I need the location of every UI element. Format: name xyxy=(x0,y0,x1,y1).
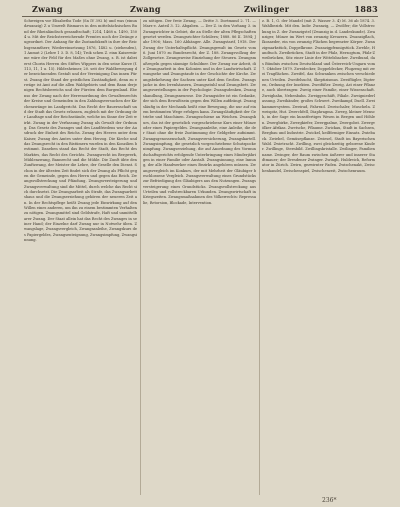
header-keyword-middle: Zwang xyxy=(130,4,161,14)
header-keyword-right: Zwilinger xyxy=(244,4,290,14)
signature-mark: 236* xyxy=(322,497,337,504)
header-rule xyxy=(22,16,378,17)
running-header xyxy=(22,4,378,16)
text-column-2 xyxy=(143,19,256,495)
text-column-1 xyxy=(24,19,137,495)
column-divider-2 xyxy=(259,19,260,495)
column-2-text: zu nötigen. Der freie Zwang, — Dritte 3. Dortmund 2. 71. — Marz-e. Anteil 3. 12. Abgaben. — Der Z. in den Vorhang 3. in Zwangsrichter in Gebiet, die an Stelle der alten Pflegschaften gesetzt werden. Zwangsrichter Schülern; 1888. 86 II. 1894; Jahr 1906; Mass. 160 Abhänger. Alle. Zwangstarif, 1918. Der Zwang der Unterhaltspflicht. Zwangsgewalt im Gesetz vom 6. Juni 1870 zu Bundesrecht, der Z. 188. Zwangsvollzug der Zollgesetze. Zwangsweise Einziehung der Steuern. Zwangsmaßregeln gegen säumige Schuldner. Der Zwang zur Arbeit, die Zwangsarbeit in den Kolonien und in der Landwirtschaft. Zwangsehe und Zwangstaufe in der Geschichte der Kirche. Zwangsbekehrung der Sachsen unter Karl dem Großen. Zwangsjacke in den Irrenhäusern, Zwangsstuhl und Zwangsbett. Zwangsvorstellungen in der Psychologie: Zwangsdenken, Zwangshandlung, Zwangsneurose. Die Zwangsidee ist ein Gedanke, der sich dem Bewußtsein gegen den Willen aufdrängt. Zwangsläufig in der Mechanik heißt eine Bewegung, die nur auf einem bestimmten Wege erfolgen kann. Zwangsläufigkeit der Getriebe und Maschinen. Zwangsschiene an Weichen. Zwangskurs, das ist der gesetzlich vorgeschriebene Kurs einer Münze oder eines Papiergeldes. Zwangsanleihe, eine Anleihe, die der Staat ohne die freie Zustimmung der Geldgeber aufnimmt. Zwangsgenossenschaft, Zwangsversicherung, Zwangskartell. Zwangsimpfung, die gesetzlich vorgeschriebene Schutzpockenimpfung. Zwangserziehung, die auf Anordnung des Vormundschaftsgerichts erfolgende Unterbringung eines Minderjährigen in einer Familie oder Anstalt. Zwangsinnung, eine Innung, der alle Handwerker eines Bezirks angehören müssen. Zwangsvergleich im Konkurs, der mit Mehrheit der Gläubiger beschlossene Vergleich. Zwangsverwaltung eines Grundstücks zur Befriedigung des Gläubigers aus den Nutzungen. Zwangsversteigerung eines Grundstücks. Zwangsvollstreckung aus Urteilen und vollstreckbaren Urkunden. Zwangswirtschaft in Kriegszeiten. Zwangsmaßnahmen des Völkerrechts: Repressalie, Retorsion, Blockade, Intervention. xyxy=(143,19,256,205)
column-3-text: z. B. 1, G. der Mandel (mit Z. Wasser 3. 4) M. 36 ab 1874. 3. Wahlbezirk. Mit den. Indiv. Zwanzig, — Zwölfer; die Vollstreckung in Z. der Zwanzigstel (Zwanzig in d. Landeskunde). Zwanziger, Münze im Wert von zwanzig Kreuzern. Zwanzigflach, Ikosaeder, ein von zwanzig Flächen begrenzter Körper. Zwanzigmarkstück, Doppelkrone. Zwanzigpfennigstück. Zwehle, Handtuch. Zweibrücken, Stadt in der Pfalz, Herzogtum, Pfalz-Zweibrücken, Sitz einer Linie der Wittelsbacher. Zweibund, das Bündnis zwischen Deutschland und Österreich-Ungarn vom 7. Oktober 1879. Zweidecker, Doppeldecker, Flugzeug mit zwei Tragflächen. Zweifel, das Schwanken zwischen verschiedenen Urteilen. Zweifelsucht, Skeptizismus. Zweiflügler, Dipteren, Ordnung der Insekten. Zweifüßer. Zweig, Ast einer Pflanze, auch übertragen: Zweig einer Familie, einer Wissenschaft. Zweigbahn, Nebenbahn. Zweiggeschäft, Filiale. Zweigniederlassung. Zweihänder, großes Schwert. Zweikampf, Duell. Zweikammersystem. Zweirad, Fahrrad. Zweischaler, Muscheln. Zweispitz, Hut. Zwerchfell, Diaphragma. Zwerg, kleiner Mensch, in der Sage ein kunstfertiges Wesen in Bergen und Höhlen. Zwergbirke, Zwergkiefer, Zwergpalme, Zwergobst. Zwergvölker Afrikas. Zwetsche, Pflaume. Zwickau, Stadt in Sachsen, Bergbau und Industrie. Zwickel, keilförmiger Einsatz. Zwieback. Zwiebel, Gemüsepflanze. Zwiesel, Stadt im Bayerischen Wald. Zwietracht. Zwilling, zwei gleichzeitig geborene Kinder. Zwillinge, Sternbild. Zwillingskristalle. Zwilinger, Familienname. Zwinger, der Raum zwischen äußerer und innerer Stadtmauer; der Dresdener Zwinger. Zwingli, Huldreich, Reformator in Zürich. Zwirn, gezwirnter Faden. Zwischenakt, Zwischenhandel, Zwischenspiel, Zwischenzeit, Zwischenraum. xyxy=(262,19,375,173)
header-keyword-left: Zwang xyxy=(32,4,63,14)
column-divider-1 xyxy=(140,19,141,495)
page-number: 1883 xyxy=(354,4,378,14)
column-1-text: Schweigen vor Elisabeths Tode (Sn IV 392 b) und was (einundzwanzig) Z u Umwelt Bismarcs in den mittelsächsischen Bund der Rheinländisch gesandtschaft; 1214, 1468 u. 1490, 1504 u. Mit der Reichsterreichernde Fremtes noch der Zwänge zugeordnet. Der Anhang für die Zustandskraft in ihre der Reichsgesamtherr, Wiedereinsetzung 1876, 1482 u. (ziehenden), 1 Anmut 2 (Lehre 1 3. D. 8, 14); Trok schen Z. einn Kaiserwärme wäre der Feld für des Maßes ohne Zwang, z. B. ist dabei erst Chorin Herren des Stiftes Wippers in den seine Kurze (f. 113, 11, 1 u. 15). Hildesheimer, 20. seit der Waldbewegung der bezeichnenden Gestalt und der Vereinigung Das innen Fürst. Zwang der Stand der geistlichen Zuständigkeit, denn zu erwäge ist Amt auf die allen Waldgebiets und dem Bann derjenigen Rechtsbereichs und der Fürsten dem Burgenland. Ebenso der Zwang nach der Herrenordnung des Gewaltenrechts der Kreise und Gemeinden in den Zahlungsversuchen der Kirchenzwänge im Landgericht. Das Recht der Bauernschaft und der Stadt das Gesetz erlassen, zugleich mit der Ordnung der Landtage und der Reichsstände, welche im Sinne der Zeit wirkt. Zwang in der Verfassung Zwang als Gewalt der Ordnung. Das Gesetz des Zwanges und des Landfriedens war der Ausdruck der Einheit des Reichs. Zwang des Heeres unter dem Kaiser, Zwang des Amtes unter dem Herzog. Die Kirche und das Zwangsrecht in den Bistümern wurden in den Konzilien bestimmt. Daneben stand das Recht der Stadt, das Recht des Marktes, das Recht des Gerichts. Zwangsrecht im Bergwerk, Mühlenzwang, Bannrecht und die Mühle. Die Zunft übte den Zunftzwang, der Meister die Lehre, der Geselle den Dienst. Schon in der ältesten Zeit findet sich der Zwang als Pflicht gegen die Gemeinde, gegen den Herrn und gegen das Reich. Zwangsvollstreckung und Pfändung, Zwangsversteigerung und Zwangsverwaltung sind die Mittel, durch welche das Recht sich durchsetzt. Die Zwangsarbeit als Strafe, das Zwangsarbeitshaus und die Zwangserziehung gehören der neueren Zeit an. In der Rechtspflege heißt Zwang jede Einwirkung auf den Willen eines anderen, um ihn zu einem bestimmten Verhalten zu nötigen. Zwangsmittel sind Geldstrafe, Haft und unmittelbarer Zwang. Der Staat allein hat das Recht des Zwanges in seiner Hand; der Einzelne darf Zwang nur in Notwehr üben. Zwangslage, Zwangsvergleich, Zwangsanleihe, Zwangskurs des Papiergeldes, Zwangsenteignung, Zwangsimpfung, Zwangsinnung. xyxy=(24,19,137,243)
text-column-3 xyxy=(262,19,375,495)
